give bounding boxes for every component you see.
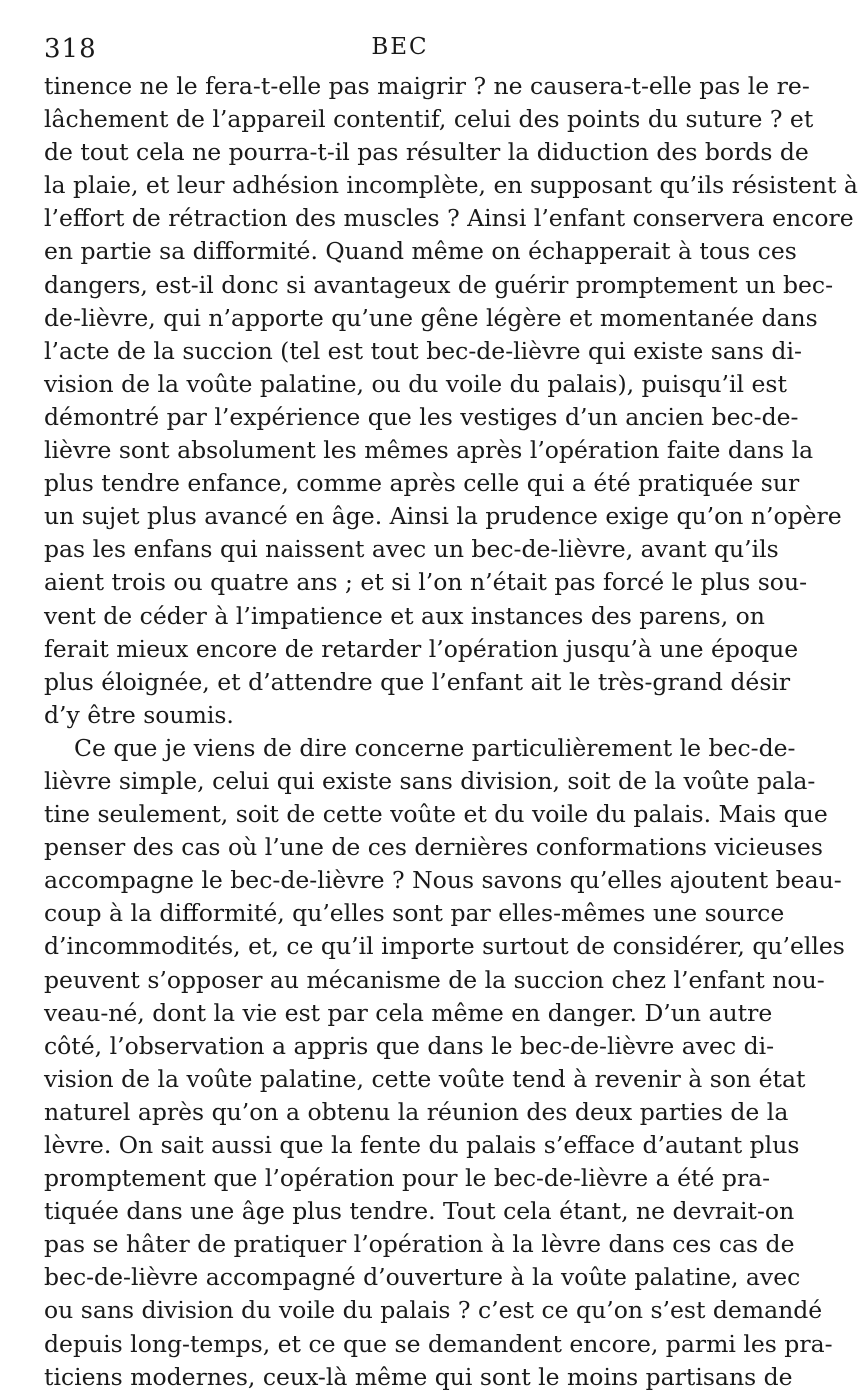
text-line: un sujet plus avancé en âge. Ainsi la prudence exige qu’on n’opère	[44, 502, 842, 531]
text-line: de-lièvre, qui n’apporte qu’une gêne légère et momentanée dans	[44, 303, 818, 332]
text-line: d’incommodités, et, ce qu’il importe surtout de considérer, qu’elles	[44, 932, 845, 961]
text-line: vision de la voûte palatine, cette voûte tend à revenir à son état	[44, 1064, 806, 1093]
body-text	[44, 70, 858, 1394]
text-line: côté, l’observation a appris que dans le bec-de-lièvre avec di-	[44, 1031, 775, 1060]
text-line: pas les enfans qui naissent avec un bec-de-lièvre, avant qu’ils	[44, 535, 779, 564]
text-line: coup à la difformité, qu’elles sont par elles-mêmes une source	[44, 899, 785, 928]
running-title: BEC	[371, 34, 429, 60]
text-line: de tout cela ne pourra-t-il pas résulter la diduction des bords de	[44, 138, 809, 167]
text-line: aient trois ou quatre ans ; et si l’on n’était pas forcé le plus sou-	[44, 568, 808, 597]
text-line: bec-de-lièvre accompagné d’ouverture à la voûte palatine, avec	[44, 1263, 801, 1292]
text-line: pas se hâter de pratiquer l’opération à la lèvre dans ces cas de	[44, 1230, 795, 1259]
text-line: vision de la voûte palatine, ou du voile du palais), puisqu’il est	[44, 369, 787, 398]
text-line: tinence ne le fera-t-elle pas maigrir ? ne causera-t-elle pas le re-	[44, 72, 810, 100]
text-line: penser des cas où l’une de ces dernières conformations vicieuses	[44, 833, 823, 862]
text-line: ou sans division du voile du palais ? c’est ce qu’on s’est demandé	[44, 1296, 823, 1325]
text-line: l’effort de rétraction des muscles ? Ainsi l’enfant conservera encore	[44, 204, 854, 233]
text-line: depuis long-temps, et ce que se demandent encore, parmi les pra-	[44, 1329, 833, 1358]
text-line: promptement que l’opération pour le bec-de-lièvre a été pra-	[44, 1164, 771, 1193]
text-line: plus tendre enfance, comme après celle qui a été pratiquée sur	[44, 469, 800, 498]
text-line: naturel après qu’on a obtenu la réunion des deux parties de la	[44, 1097, 789, 1126]
text-line: Ce que je viens de dire concerne particulièrement le bec-de-	[74, 733, 796, 762]
paragraph-1	[44, 70, 858, 732]
text-line: accompagne le bec-de-lièvre ? Nous savons qu’elles ajoutent beau-	[44, 866, 842, 895]
text-line: ticiens modernes, ceux-là même qui sont le moins partisans de	[44, 1362, 793, 1391]
text-line: peuvent s’opposer au mécanisme de la succion chez l’enfant nou-	[44, 965, 825, 994]
text-line: démontré par l’expérience que les vestiges d’un ancien bec-de-	[44, 402, 799, 431]
text-line: lâchement de l’appareil contentif, celui des points du suture ? et	[44, 105, 814, 134]
text-line: vent de céder à l’impatience et aux instances des parens, on	[44, 601, 765, 630]
text-line: tiquée dans une âge plus tendre. Tout cela étant, ne devrait-on	[44, 1197, 795, 1226]
paragraph-2	[44, 732, 845, 1394]
text-line: la plaie, et leur adhésion incomplète, en supposant qu’ils résistent à	[44, 171, 858, 200]
text-line: lièvre simple, celui qui existe sans division, soit de la voûte pala-	[44, 766, 816, 795]
text-line: lèvre. On sait aussi que la fente du palais s’efface d’autant plus	[44, 1131, 800, 1159]
running-head	[44, 34, 756, 70]
text-line: plus éloignée, et d’attendre que l’enfant ait le très-grand désir	[44, 667, 791, 696]
text-line: en partie sa difformité. Quand même on échapperait à tous ces	[44, 237, 797, 266]
text-line: d’y être soumis.	[44, 700, 234, 729]
text-line: l’acte de la succion (tel est tout bec-de-lièvre qui existe sans di-	[44, 336, 802, 365]
text-line: dangers, est-il donc si avantageux de guérir promptement un bec-	[44, 270, 834, 299]
text-line: veau-né, dont la vie est par cela même en danger. D’un autre	[44, 998, 773, 1027]
page-number: 318	[44, 34, 97, 64]
text-line: tine seulement, soit de cette voûte et du voile du palais. Mais que	[44, 800, 828, 829]
text-line: ferait mieux encore de retarder l’opération jusqu’à une époque	[44, 634, 799, 663]
text-line: lièvre sont absolument les mêmes après l’opération faite dans la	[44, 436, 814, 465]
